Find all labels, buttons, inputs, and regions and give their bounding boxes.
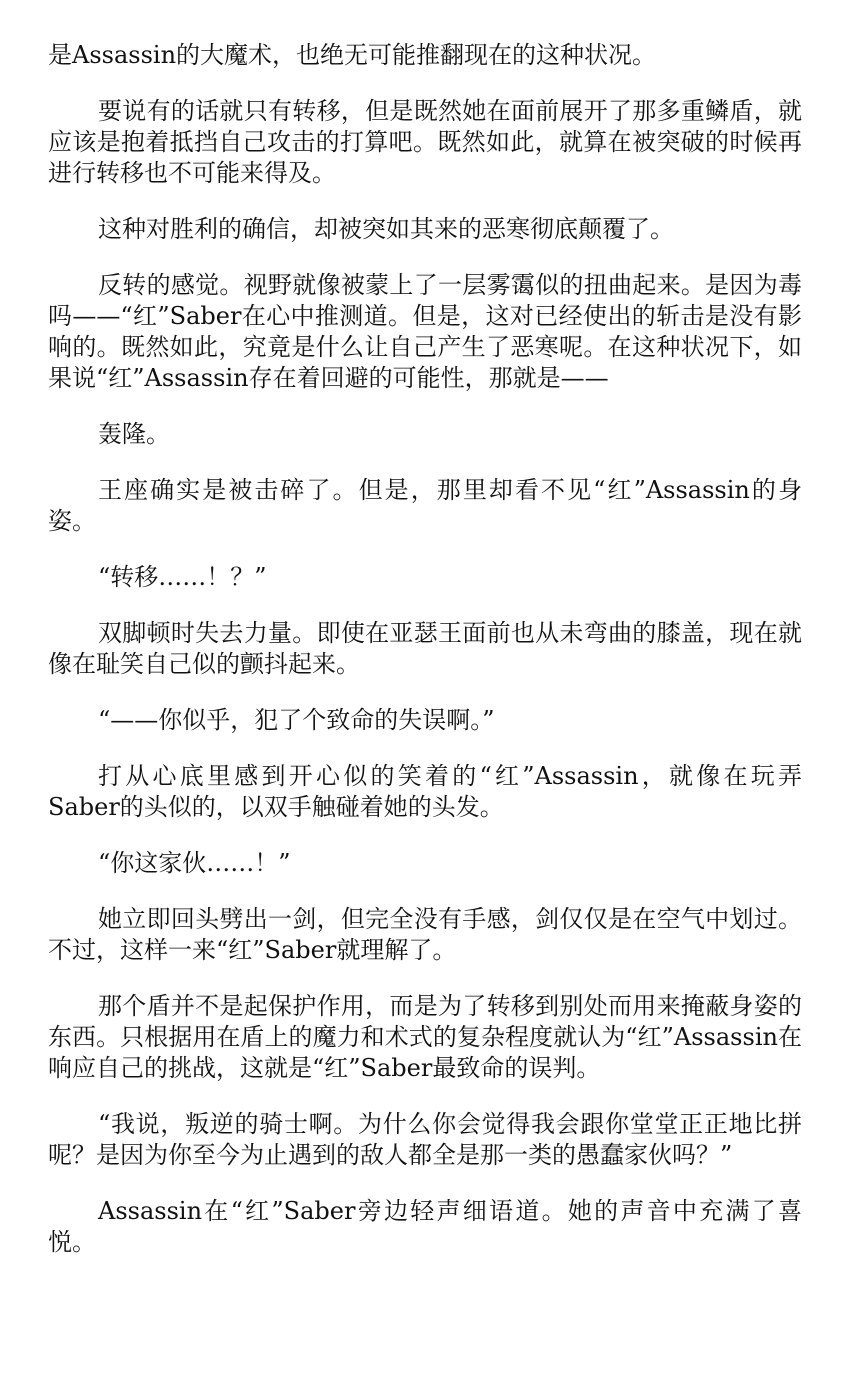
paragraph: 反转的感觉。视野就像被蒙上了一层雾霭似的扭曲起来。是因为毒吗——“红”Saber在心中推测道。但是，这对已经使出的斩击是没有影响的。既然如此，究竟是什么让自己产生了恶寒呢。在这种状况下，如果说“红”Assassin存在着回避的可能性，那就是—— bbox=[48, 271, 802, 392]
paragraph: 王座确实是被击碎了。但是，那里却看不见“红”Assassin的身姿。 bbox=[48, 476, 802, 535]
paragraph: 那个盾并不是起保护作用，而是为了转移到别处而用来掩蔽身姿的东西。只根据用在盾上的魔力和术式的复杂程度就认为“红”Assassin在响应自己的挑战，这就是“红”Saber最致命的误判。 bbox=[48, 992, 802, 1082]
paragraph: 打从心底里感到开心似的笑着的“红”Assassin，就像在玩弄Saber的头似的，以双手触碰着她的头发。 bbox=[48, 762, 802, 821]
dialogue-paragraph: “你这家伙……！” bbox=[98, 849, 291, 877]
paragraph: 是Assassin的大魔术，也绝无可能推翻现在的这种状况。 bbox=[48, 41, 657, 69]
paragraph: Assassin在“红”Saber旁边轻声细语道。她的声音中充满了喜悦。 bbox=[48, 1197, 802, 1256]
paragraph: 她立即回头劈出一剑，但完全没有手感，剑仅仅是在空气中划过。不过，这样一来“红”Saber就理解了。 bbox=[48, 905, 802, 964]
paragraph: 双脚顿时失去力量。即使在亚瑟王面前也从未弯曲的膝盖，现在就像在耻笑自己似的颤抖起来。 bbox=[48, 619, 802, 678]
dialogue-paragraph: “——你似乎，犯了个致命的失误啊。” bbox=[98, 706, 495, 734]
paragraph: 轰隆。 bbox=[98, 420, 170, 448]
paragraph: 这种对胜利的确信，却被突如其来的恶寒彻底颠覆了。 bbox=[98, 215, 674, 243]
dialogue-paragraph: “转移……！？” bbox=[98, 563, 267, 591]
paragraph: 要说有的话就只有转移，但是既然她在面前展开了那多重鳞盾，就应该是抱着抵挡自己攻击的打算吧。既然如此，就算在被突破的时候再进行转移也不可能来得及。 bbox=[48, 97, 802, 187]
dialogue-paragraph: “我说，叛逆的骑士啊。为什么你会觉得我会跟你堂堂正正地比拼呢？是因为你至今为止遇到的敌人都全是那一类的愚蠢家伙吗？” bbox=[48, 1110, 802, 1169]
